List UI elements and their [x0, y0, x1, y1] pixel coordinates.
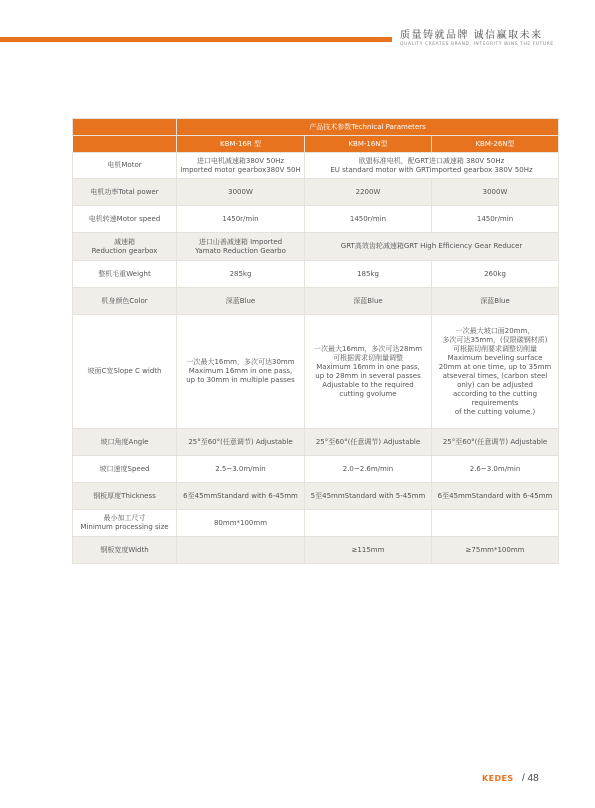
table-cell	[305, 510, 432, 537]
table-cell: 一次最大16mm，多次可达28mm 可根据需求切削量调整 Maximum 16mm in one pass, up to 28mm in several passes Adjustable to the required cutting gvolume	[305, 315, 432, 429]
row-label: 坡面C宽Slope C width	[73, 315, 177, 429]
table-row	[73, 261, 559, 288]
row-label: 钢板厚度Thickness	[73, 483, 177, 510]
table-cell: 2.0~2.6m/min	[305, 456, 432, 483]
table-cell: 1450r/min	[177, 206, 305, 233]
table-cell: 6至45mmStandard with 6-45mm	[432, 483, 559, 510]
table-cell: 285kg	[177, 261, 305, 288]
table-row	[73, 537, 559, 564]
table-cell	[432, 510, 559, 537]
row-label: 机身颜色Color	[73, 288, 177, 315]
row-label: 坡口角度Angle	[73, 429, 177, 456]
table-cell: 80mm*100mm	[177, 510, 305, 537]
table-cell: 1450r/min	[432, 206, 559, 233]
row-label: 电机Motor	[73, 153, 177, 179]
table-cell: 深蓝Blue	[177, 288, 305, 315]
model-header: KBM-16R 型	[177, 136, 305, 153]
table-cell: 3000W	[177, 179, 305, 206]
table-row	[73, 483, 559, 510]
row-label: 整机毛重Weight	[73, 261, 177, 288]
table-cell: 欧盟标准电机，配GRT进口减速箱 380V 50Hz EU standard motor with GRTimported gearbox 380V 50Hz	[305, 153, 559, 179]
table-row	[73, 153, 559, 179]
row-label: 最小加工尺寸 Minimum processing size	[73, 510, 177, 537]
table-row	[73, 288, 559, 315]
header-slogan: 质量铸就品牌 诚信赢取未来	[400, 30, 543, 41]
table-row	[73, 315, 559, 429]
table-cell	[177, 537, 305, 564]
table-cell: ≥75mm*100mm	[432, 537, 559, 564]
table-cell: 3000W	[432, 179, 559, 206]
header-slogan-english: QUALITY CREATES BRAND, INTEGRITY WINS THE FUTURE	[400, 42, 554, 47]
page-number: / 48	[522, 773, 539, 784]
row-label: 坡口速度Speed	[73, 456, 177, 483]
row-label: 钢板宽度Width	[73, 537, 177, 564]
table-cell: 2.5~3.0m/min	[177, 456, 305, 483]
table-cell: 5至45mmStandard with 5-45mm	[305, 483, 432, 510]
row-label: 减速箱 Reduction gearbox	[73, 233, 177, 261]
table-cell: 2.6~3.0m/min	[432, 456, 559, 483]
table-row	[73, 233, 559, 261]
table-row	[73, 456, 559, 483]
table-cell: 25°至60°(任意调节) Adjustable	[432, 429, 559, 456]
table-cell: 2200W	[305, 179, 432, 206]
table-row	[73, 206, 559, 233]
table-cell: 深蓝Blue	[305, 288, 432, 315]
row-label: 电机功率Total power	[73, 179, 177, 206]
row-label: 电机转速Motor speed	[73, 206, 177, 233]
table-row	[73, 429, 559, 456]
table-cell: 进口电机减速箱380V 50Hz Imported motor gearbox380V 50H	[177, 153, 305, 179]
table-cell: 1450r/min	[305, 206, 432, 233]
table-cell: 进口山善减速箱 Imported Yamato Reduction Gearbo	[177, 233, 305, 261]
table-title: 产品技术参数Technical Parameters	[177, 119, 559, 136]
table-cell: 185kg	[305, 261, 432, 288]
table-cell: 深蓝Blue	[432, 288, 559, 315]
table-cell: 6至45mmStandard with 6-45mm	[177, 483, 305, 510]
table-cell: 一次最大16mm，多次可达30mm Maximum 16mm in one pass, up to 30mm in multiple passes	[177, 315, 305, 429]
table-cell: ≥115mm	[305, 537, 432, 564]
table-cell: 25°至60°(任意调节) Adjustable	[305, 429, 432, 456]
table-row	[73, 179, 559, 206]
brand-logo: KEDES	[482, 774, 514, 783]
table-row	[73, 510, 559, 537]
table-cell: 25°至60°(任意调节) Adjustable	[177, 429, 305, 456]
model-header: KBM-26N型	[432, 136, 559, 153]
model-header: KBM-16N型	[305, 136, 432, 153]
table-cell: GRT高效齿轮减速箱GRT High Efficiency Gear Reducer	[305, 233, 559, 261]
table-cell: 260kg	[432, 261, 559, 288]
table-cell: 一次最大坡口面20mm， 多次可达35mm，(仅限碳钢材质) 可根据切削要求调整切削量 Maximum beveling surface 20mm at one time, up to 35mm atseveral times, (carbon steel only) can be adjusted according to the cutting requirements of the cutting volume.)	[432, 315, 559, 429]
header-accent-bar	[0, 37, 392, 42]
technical-parameters-table	[72, 118, 559, 564]
